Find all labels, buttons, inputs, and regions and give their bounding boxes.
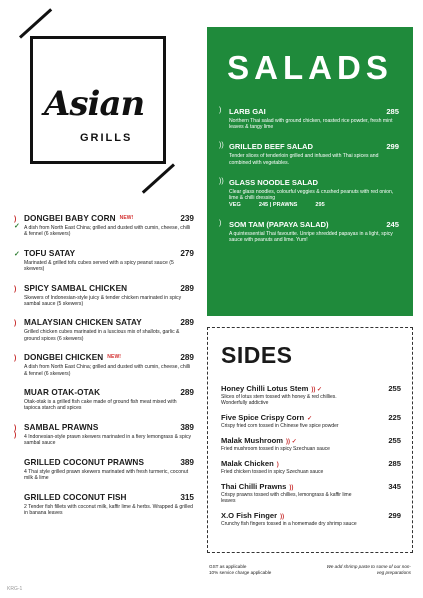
leaf-icon: ✓ (14, 250, 20, 258)
side-item (221, 482, 401, 504)
side-price: 255 (388, 436, 401, 445)
item-icons (14, 425, 24, 439)
variant-price: 295 (315, 202, 325, 209)
side-row (221, 511, 401, 520)
item-price: 289 (180, 353, 194, 363)
item-name: SPICY SAMBAL CHICKEN (24, 283, 128, 293)
item-description: Skewers of Indonesian-style juicy & tender chicken marinated in spicy sambal sauce (5 skewers) (24, 294, 182, 308)
item-description: 4 Thai style grilled prawn skewers marinated with fresh turmeric, coconut milk & lime (24, 468, 189, 482)
variant-price: 245 | PRAWNS (258, 202, 298, 209)
side-price: 225 (388, 413, 401, 422)
footer-notes (209, 564, 271, 576)
side-description: Slices of lotus stem tossed with honey & red chillies. Wonderfully addictive (221, 394, 337, 406)
salad-name: GLASS NOODLE SALAD (229, 177, 319, 187)
logo-script-text: Asian (44, 84, 145, 124)
side-row (221, 459, 401, 468)
side-price: 285 (388, 459, 401, 468)
item-name: MALAYSIAN CHICKEN SATAY (24, 318, 142, 328)
item-row (24, 214, 194, 223)
side-description: Fried mushroom tossed in spicy Szechuan sauce (221, 446, 330, 452)
spice-icon: ) (219, 220, 222, 228)
new-badge: NEW! (119, 215, 134, 221)
item-description: 4 Indonesian-style prawn skewers marinated in a fiery lemongrass & spicy sambal sauce (24, 433, 192, 447)
menu-item (14, 249, 194, 273)
side-name: Thai Chilli Prawns )) (221, 482, 294, 491)
sides-panel (207, 327, 413, 553)
item-price: 279 (180, 248, 194, 258)
item-icons (14, 251, 24, 258)
service-charge-note: 10% service charge applicable (209, 570, 272, 575)
side-name: Malak Chicken ) (221, 459, 279, 468)
item-name: DONGBEI BABY CORN $^{NEW!}$ (24, 214, 134, 223)
side-description: Crispy prawns tossed with chillies, lemongrass & kaffir lime leaves (221, 492, 352, 504)
side-name: Honey Chilli Lotus Stem )) ✓ (221, 384, 323, 393)
item-icons (14, 355, 24, 362)
salad-item (219, 142, 399, 165)
menu-code: KRG-1 (7, 586, 23, 592)
chili-icon: ) (14, 320, 17, 328)
item-row (24, 284, 194, 293)
side-row (221, 436, 401, 445)
salads-title: SALADS (227, 49, 393, 86)
salad-name: GRILLED BEEF SALAD (229, 142, 313, 152)
side-row (221, 384, 401, 393)
item-price: 289 (180, 318, 194, 328)
spice-icon: )) (219, 177, 224, 185)
salad-name: LARB GAI (229, 107, 266, 116)
item-icons (14, 320, 24, 327)
side-item (221, 511, 401, 527)
item-row (24, 493, 194, 502)
salad-price: 299 (386, 142, 399, 152)
item-price: 289 (180, 388, 194, 398)
side-item (221, 436, 401, 452)
logo-corner-line (142, 163, 175, 193)
item-description: A dish from North East China; grilled and dusted with cumin, cheese, chilli & fennel (6 skewers) (24, 225, 191, 238)
salad-name: SOM TAM (PAPAYA SALAD) (229, 220, 329, 230)
salad-row (229, 178, 399, 187)
menu-item (14, 388, 194, 412)
item-row (24, 353, 194, 362)
item-name: GRILLED COCONUT FISH (24, 492, 127, 502)
chili-icon: ) (14, 431, 17, 439)
menu-item (14, 318, 194, 342)
side-item (221, 413, 401, 429)
side-price: 299 (388, 511, 401, 520)
salads-list (219, 107, 399, 256)
side-description: Crispy fried corn tossed in Chinese five spice powder (221, 423, 339, 429)
item-name: MUAR OTAK-OTAK (24, 388, 101, 398)
side-description: Crunchy fish fingers tossed in a homemade dry shrimp sauce (221, 521, 357, 527)
variant-price: VEG (229, 202, 241, 209)
chili-icon: ) (14, 216, 17, 223)
salad-row (229, 220, 399, 229)
side-item (221, 459, 401, 475)
item-description: Otak-otak is a grilled fish cake made of ground fish meat mixed with tapioca starch and spices (24, 399, 177, 412)
spice-veg-icons: )) ✓ (286, 439, 297, 445)
salad-row (229, 107, 399, 116)
item-icons (14, 286, 24, 293)
leaf-icon: ✓ (14, 223, 20, 230)
spice-icon: )) (219, 142, 224, 150)
item-price: 389 (180, 457, 194, 467)
side-name: X.O Fish Finger )) (221, 511, 285, 520)
item-price: 389 (180, 422, 194, 432)
side-price: 345 (388, 482, 401, 491)
salad-variants (229, 202, 399, 208)
item-row (24, 423, 194, 432)
item-name: GRILLED COCONUT PRAWNS (24, 457, 145, 467)
salad-item (219, 107, 399, 130)
menu-item (14, 353, 194, 377)
salad-description: A quintessential Thai favourite. Unripe shredded papayas in a light, spicy sauce with peanuts and lime. Yum! (229, 231, 393, 244)
sides-title: SIDES (221, 342, 293, 368)
item-description: 2 Tender fish fillets with coconut milk, kaffir lime & herbs. Wrapped & grilled in banana leaves (24, 503, 194, 516)
salads-panel (207, 27, 413, 316)
side-item (221, 384, 401, 406)
shrimp-paste-note: We add shrimp paste to some of our non-veg preparations (326, 564, 411, 575)
chili-icon: ) (14, 355, 17, 363)
menu-item (14, 214, 194, 238)
salad-row (229, 142, 399, 151)
side-name: Five Spice Crispy Corn ✓ (221, 413, 313, 422)
salad-item (219, 220, 399, 243)
menu-item (14, 458, 194, 482)
side-description: Fried chicken tossed in spicy Szechuan sauce (221, 469, 324, 475)
side-name: Malak Mushroom )) ✓ (221, 436, 297, 445)
item-price: 289 (180, 283, 194, 293)
new-badge: NEW! (107, 354, 122, 361)
spice-veg-icons: ) (276, 462, 279, 468)
salad-price: 285 (386, 107, 399, 116)
chili-icon: ) (14, 424, 17, 432)
logo-subtitle: GRILLS (80, 132, 133, 144)
side-price: 255 (388, 384, 401, 393)
logo-corner-line (19, 8, 52, 38)
spice-icon: ) (219, 107, 222, 114)
spice-veg-icons: )) ✓ (311, 387, 323, 393)
side-row (221, 482, 401, 491)
menu-item (14, 423, 194, 447)
salad-price: 245 (386, 220, 399, 230)
item-name: TOFU SATAY (24, 248, 76, 258)
spice-veg-icons: ✓ (307, 416, 313, 422)
salad-item (219, 178, 399, 208)
menu-item (14, 493, 194, 517)
item-name: SAMBAL PRAWNS (24, 422, 99, 432)
item-price: 239 (180, 214, 194, 223)
grills-menu-list (14, 214, 194, 527)
item-name: DONGBEI CHICKEN $^{NEW!}$ (24, 353, 122, 363)
item-row (24, 249, 194, 258)
gst-note: GST as applicable (209, 564, 247, 569)
item-description: Marinated & grilled tofu cubes served with a spicy peanut sauce (5 skewers) (24, 259, 174, 273)
item-row (24, 318, 194, 327)
item-description: A dish from North East China; grilled and dusted with cumin, cheese, chilli & fennel (6 skewers) (24, 364, 191, 377)
side-row (221, 413, 401, 422)
spice-veg-icons: )) (280, 514, 285, 520)
salad-description: Northern Thai salad with ground chicken, roasted rice powder, fresh mint leaves & tangy lime (229, 118, 393, 131)
item-description: Grilled chicken cubes marinated in a luscious mix of shallots, garlic & ground spices (6 skewers) (24, 329, 180, 342)
menu-item (14, 284, 194, 308)
chili-icon: ) (14, 285, 17, 293)
salad-description: Tender slices of tenderloin grilled and infused with Thai spices and combined with vegetables. (229, 153, 379, 166)
item-icons (14, 216, 24, 230)
item-row (24, 388, 194, 397)
item-price: 315 (180, 492, 194, 502)
sides-list (221, 384, 401, 534)
item-row (24, 458, 194, 467)
spice-veg-icons: )) (289, 485, 294, 491)
logo (18, 22, 174, 172)
salad-description: Clear glass noodles, colourful veggies & crushed peanuts with red onion, lime & chilli dressing (229, 188, 394, 202)
